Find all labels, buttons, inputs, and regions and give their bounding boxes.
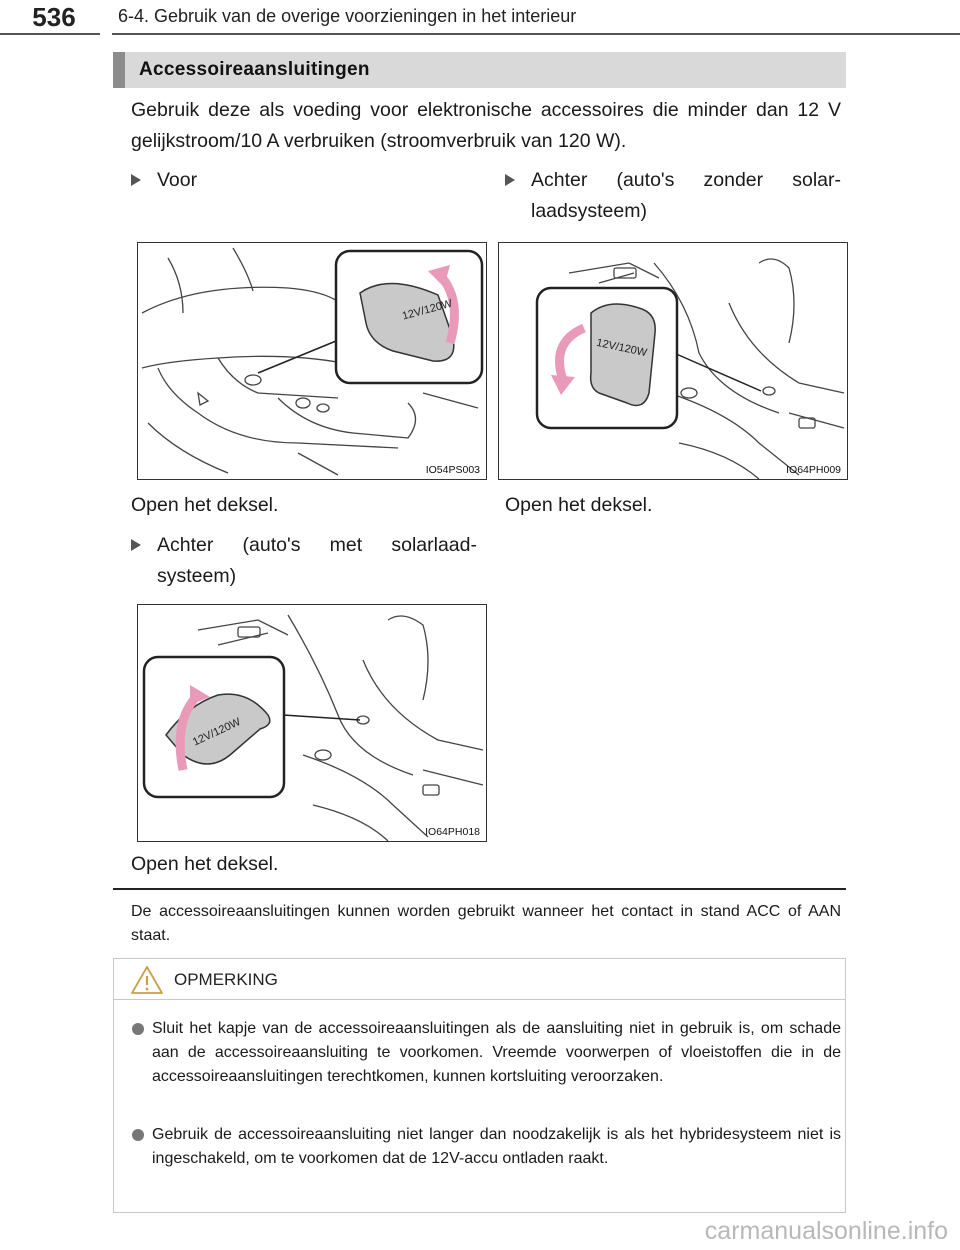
- section-divider: [113, 888, 846, 890]
- watermark: carmanualsonline.info: [704, 1217, 948, 1245]
- warning-item-text: Sluit het kapje van de accessoireaansluitingen als de aansluiting niet in gebruik is, om schade aan de accessoireaansluiting te voorkomen. Vreemde voorwerpen of vloeistoffen die in de accessoireaansluitingen terechtkomen, kunnen kortsluiting veroorzaken.: [152, 1020, 841, 1085]
- page-number: 536: [32, 2, 76, 32]
- bullet-dot-icon: [132, 1023, 144, 1035]
- chapter-title: 6-4. Gebruik van de overige voorzieningen in het interieur: [118, 6, 577, 26]
- warning-box: [113, 958, 846, 1213]
- intro-paragraph: Gebruik deze als voeding voor elektronische accessoires die minder dan 12 V gelijkstroom/10 A verbruiken (stroomverbruik van 120 W).: [131, 99, 841, 152]
- bullet-dot-icon: [132, 1129, 144, 1141]
- bullet-rear-without-solar-label: Achter (auto's zonder solar-laadsysteem): [531, 169, 841, 222]
- caption-rear-with-solar: Open het deksel.: [131, 853, 279, 875]
- bullet-rear-without-solar: [505, 165, 841, 229]
- figure-front-illustration: [138, 243, 486, 479]
- caption-front: Open het deksel.: [131, 494, 279, 516]
- bullet-front: [131, 165, 471, 196]
- bullet-front-label: Voor: [157, 169, 198, 191]
- figure-rear-without-solar: [498, 242, 848, 480]
- header-notch: [100, 33, 112, 47]
- bullet-triangle-icon: [131, 174, 141, 186]
- figure-rear-with-solar-illustration: [138, 605, 486, 841]
- bullet-rear-with-solar-label: Achter (auto's met solarlaad-systeem): [157, 534, 477, 587]
- figure-rear-with-solar: [137, 604, 487, 842]
- warning-triangle-icon: [130, 965, 164, 995]
- figure-rear-without-solar-illustration: [499, 243, 847, 479]
- bullet-triangle-icon: [131, 539, 141, 551]
- section-title-bar: [113, 52, 846, 88]
- header-rule: [0, 33, 960, 35]
- warning-item: [132, 1123, 843, 1195]
- usage-note: De accessoireaansluitingen kunnen worden gebruikt wanneer het contact in stand ACC of AAN staat.: [131, 903, 841, 944]
- warning-item-text: Gebruik de accessoireaansluiting niet langer dan noodzakelijk is als het hybridesysteem niet is ingeschakeld, om te voorkomen dat de 12V-accu ontladen raakt.: [152, 1126, 841, 1167]
- figure-front-code: IO54PS003: [425, 464, 480, 476]
- figure-front-cap-label: 12V/120W: [400, 297, 454, 323]
- figure-rear-without-solar-code: IO64PH009: [786, 464, 841, 476]
- figure-rear-with-solar-cap-label: 12V/120W: [190, 715, 243, 749]
- bullet-triangle-icon: [505, 174, 515, 186]
- warning-item: [132, 1017, 843, 1113]
- bullet-rear-with-solar: [131, 530, 477, 594]
- figure-rear-without-solar-cap-label: 12V/120W: [595, 336, 648, 360]
- warning-header-rule: [114, 999, 845, 1000]
- figure-rear-with-solar-code: IO64PH018: [425, 826, 480, 838]
- caption-rear-without-solar: Open het deksel.: [505, 494, 653, 516]
- warning-title: OPMERKING: [174, 970, 278, 989]
- figure-front: [137, 242, 487, 480]
- section-title: Accessoireaansluitingen: [139, 59, 370, 80]
